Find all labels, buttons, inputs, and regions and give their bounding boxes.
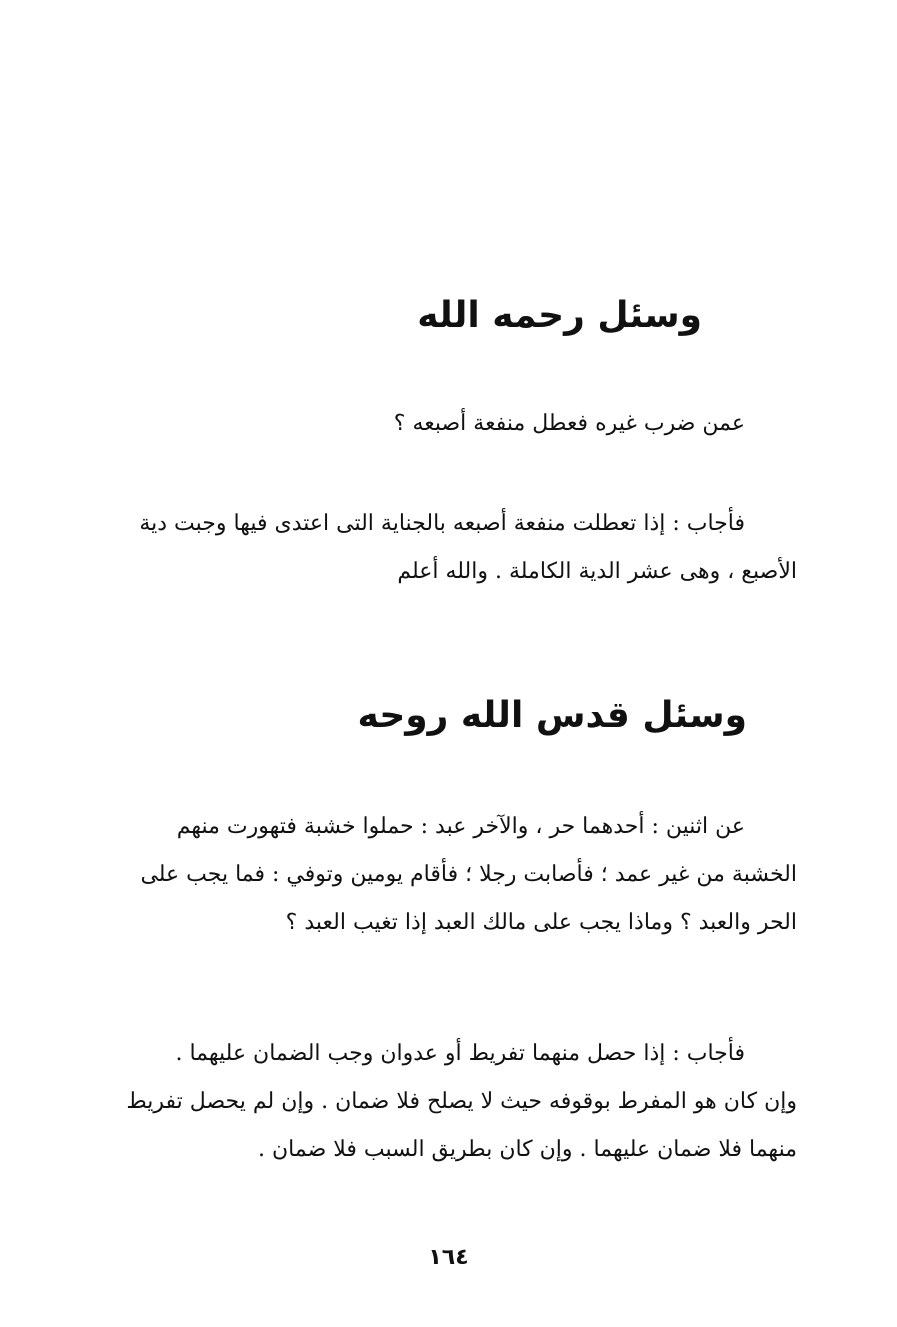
section-2-question [72, 803, 797, 947]
page-number: ١٦٤ [428, 1245, 469, 1270]
section-1-question [72, 400, 797, 448]
question-line: عن اثنين : أحدهما حر ، والآخر عبد : حملوا خشبة فتهورت منهم [176, 814, 745, 839]
question-line: عمن ضرب غيره فعطل منفعة أصبعه ؟ [393, 411, 745, 436]
answer-line: منهما فلا ضمان عليهما . وإن كان بطريق السبب فلا ضمان . [258, 1137, 797, 1162]
question-line: الخشبة من غير عمد ؛ فأصابت رجلا ؛ فأقام يومين وتوفي : فما يجب على [140, 862, 797, 887]
answer-line: الأصبع ، وهى عشر الدية الكاملة . والله أعلم [397, 559, 797, 584]
answer-line: فأجاب : إذا تعطلت منفعة أصبعه بالجناية التى اعتدى فيها وجبت دية [139, 511, 745, 536]
section-2-answer [72, 1030, 797, 1174]
answer-line: فأجاب : إذا حصل منهما تفريط أو عدوان وجب الضمان عليهما . [175, 1041, 745, 1066]
section-1-heading: وسئل رحمه الله [417, 295, 702, 336]
section-2-heading: وسئل قدس الله روحه [357, 695, 747, 736]
answer-line: وإن كان هو المفرط بوقوفه حيث لا يصلح فلا ضمان . وإن لم يحصل تفريط [126, 1089, 797, 1114]
question-line: الحر والعبد ؟ وماذا يجب على مالك العبد إذا تغيب العبد ؟ [285, 910, 797, 935]
section-1-answer [72, 500, 797, 596]
